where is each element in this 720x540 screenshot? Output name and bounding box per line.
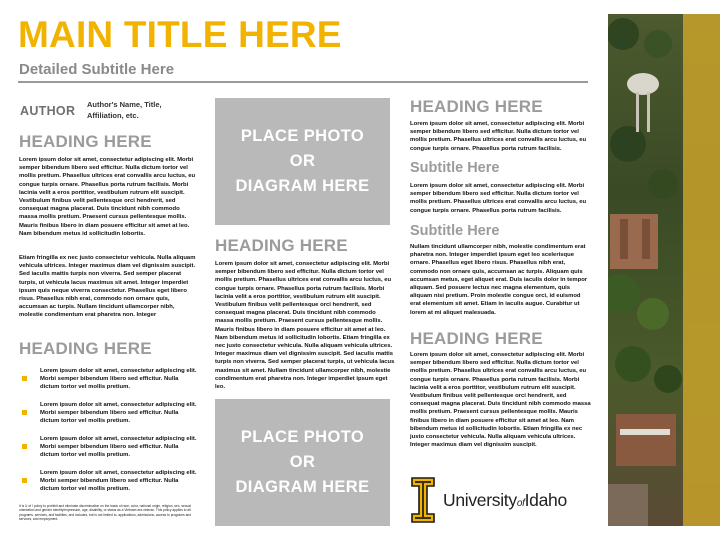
col3-paragraph-2: Lorem ipsum dolor sit amet, consectetur adipiscing elit. Morbi semper bibendum libero sed efficitur. Nulla dictum tortor vel mollis pretium. Phasellus ultrices erat convallis arcu luctus, eu congue turpis ornare. Phasellus porta rutrum facilisis. <box>410 183 587 214</box>
main-title: MAIN TITLE HERE <box>18 14 342 55</box>
bullet-marker <box>22 376 27 381</box>
university-logo <box>411 477 567 523</box>
bullet-item <box>22 435 197 460</box>
campus-photo <box>608 14 720 526</box>
col3-subtitle-2: Subtitle Here <box>410 223 500 239</box>
col3-paragraph-4: Lorem ipsum dolor sit amet, consectetur adipiscing elit. Morbi semper bibendum libero sed efficitur. Nulla dictum tortor vel mollis pretium. Phasellus ultrices erat convallis arcu luctus, eu congue turpis ornare. Phasellus porta rutrum facilisis. Morbi lacinia velit a eros porttitor, vestibulum rutrum elit suscipit. Vestibulum finibus velit pellentesque orci hendrerit, sed consequat magna placerat. Duis tincidunt nibh commodo massa mollis pretium. Praesent cursus pellentesque mollis. Mauris finibus libero in diam posuere efficitur sit amet at leo. Nam bibendum metus id sollicitudin lobortis. Etiam fringilla ex nec justo consectetur vehicula. Nulla aliquam vehicula ultrices. Integer maximus diam vel dignissim suscipit. <box>410 352 591 449</box>
col2-heading: HEADING HERE <box>215 236 348 255</box>
col3-heading-2: HEADING HERE <box>410 329 543 348</box>
bullet-text: Lorem ipsum dolor sit amet, consectetur adipiscing elit. Morbi semper bibendum libero sed efficitur. Nulla dictum tortor vel mollis pretium. <box>40 402 197 425</box>
bullet-item <box>22 469 197 494</box>
campus-aerial-image <box>608 14 720 526</box>
university-wordmark <box>443 490 567 511</box>
bullet-text: Lorem ipsum dolor sit amet, consectetur adipiscing elit. Morbi semper bibendum libero sed efficitur. Nulla dictum tortor vel mollis pretium. <box>40 470 197 493</box>
author-info <box>87 99 197 121</box>
author-label: AUTHOR <box>20 104 76 118</box>
col1-heading-2: HEADING HERE <box>19 339 152 358</box>
photo-placeholder-line: PLACE PHOTO <box>240 127 365 145</box>
author-name-line: Author's Name, Title, <box>87 100 162 109</box>
nondiscrimination-notice: It is U of I policy to prohibit and eliminate discrimination on the basis of race, color, national origin, religion, sex, sexual orientation and gender identity/expression, age, disability, or status as a Vietnam-era veteran. This policy applies to all programs, services, and facilities, and includes, but is not limited to, applications, admissions, access to programs and services, and employment. <box>19 504 192 521</box>
title-divider <box>18 81 588 83</box>
col2-paragraph: Lorem ipsum dolor sit amet, consectetur adipiscing elit. Morbi semper bibendum libero sed efficitur. Nulla dictum tortor vel mollis pretium. Phasellus ultrices erat convallis arcu luctus, eu congue turpis ornare. Phasellus porta rutrum facilisis. Morbi lacinia velit a eros porttitor, vestibulum rutrum elit suscipit. Vestibulum finibus velit pellentesque orci hendrerit, sed consequat magna placerat. Duis tincidunt nibh commodo massa mollis pretium. Praesent cursus pellentesque mollis. Mauris finibus libero in diam posuere efficitur sit amet at leo. Nam bibendum metus id sollicitudin lobortis. Etiam fringilla ex nec justo consectetur vehicula. Nulla aliquam vehicula ultrices. Integer maximus diam vel dignissim suscipit. Sed iaculis mattis turpis non viverra. Sed semper placerat turpis, ut vehicula lacus maximus sit amet. Nullam tincidunt ullamcorper nibh, molestie condimentum erat pharetra non. Integer imperdiet ipsum eget leo. <box>215 261 395 391</box>
bullet-text: Lorem ipsum dolor sit amet, consectetur adipiscing elit. Morbi semper bibendum libero sed efficitur. Nulla dictum tortor vel mollis pretium. <box>40 436 197 459</box>
col3-paragraph-1: Lorem ipsum dolor sit amet, consectetur adipiscing elit. Morbi semper bibendum libero sed efficitur. Nulla dictum tortor vel mollis pretium. Phasellus ultrices erat convallis arcu luctus, eu congue turpis ornare. Phasellus porta rutrum facilisis. <box>410 121 587 152</box>
col1-paragraph-1: Lorem ipsum dolor sit amet, consectetur adipiscing elit. Morbi semper bibendum libero sed efficitur. Nulla dictum tortor vel mollis pretium. Phasellus ultrices erat convallis arcu luctus, eu congue turpis ornare. Phasellus porta rutrum facilisis. Morbi lacinia velit a eros porttitor, vestibulum rutrum elit suscipit. Vestibulum finibus velit pellentesque orci hendrerit, sed consequat magna placerat. Duis tincidunt nibh commodo massa mollis pretium. Praesent cursus pellentesque mollis. Mauris finibus libero in diam posuere efficitur sit amet at leo. Nam bibendum metus id sollicitudin lobortis. <box>19 157 196 237</box>
idaho-i-mark-icon <box>411 477 435 523</box>
bullet-marker <box>22 410 27 415</box>
subtitle: Detailed Subtitle Here <box>19 61 175 78</box>
col1-paragraph-2: Etiam fringilla ex nec justo consectetur vehicula. Nulla aliquam vehicula ultrices. Integer maximus diam vel dignissim suscipit. Sed iaculis mattis turpis non viverra. Sed semper placerat turpis, ut vehicula lacus maximus sit amet. Integer imperdiet ipsum quis neque viverra consectetur. Phasellus eget libero risus. Phasellus nibh erat, commodo non ornare quis, accumsan ac turpis. Nullam tincidunt ullamcorper nibh, molestie condimentum erat pharetra non. Integer <box>19 255 196 319</box>
photo-placeholder-line: OR <box>289 152 316 170</box>
photo-placeholder-line: PLACE PHOTO <box>240 428 365 446</box>
col3-paragraph-3: Nullam tincidunt ullamcorper nibh, molestie condimentum erat pharetra non. Integer imperdiet ipsum eget leo scelerisque ornare. Phasellus eget libero risus. Phasellus nibh erat, commodo non ornare quis, accumsan ac turpis. Aliquam quis accumsan metus, eget aliquet erat. Duis iaculis dolor in tempor aliquam. Sed posuere lectus nec magna elementum, quis aliquam nisi pretium. Proin molestie congue orci, id euismod erat elementum sit amet. Etiam in iaculis augue. Curabitur ut lorem at mi aliquet malesuada. <box>410 244 588 316</box>
col3-heading-1: HEADING HERE <box>410 97 543 116</box>
col3-subtitle-1: Subtitle Here <box>410 160 500 176</box>
photo-placeholder-line: DIAGRAM HERE <box>235 177 370 195</box>
bullet-text: Lorem ipsum dolor sit amet, consectetur adipiscing elit. Morbi semper bibendum libero sed efficitur. Nulla dictum tortor vel mollis pretium. <box>40 368 197 391</box>
wordmark-university: University <box>443 489 517 510</box>
wordmark-of: of <box>516 497 525 509</box>
photo-placeholder-1 <box>215 98 390 225</box>
author-affiliation-line: Affiliation, etc. <box>87 111 139 120</box>
bullet-marker <box>22 444 27 449</box>
wordmark-idaho: Idaho <box>524 489 567 510</box>
bullet-item <box>22 367 197 392</box>
bullet-item <box>22 401 197 426</box>
col1-heading-1: HEADING HERE <box>19 132 152 151</box>
photo-placeholder-line: DIAGRAM HERE <box>235 478 370 496</box>
photo-placeholder-line: OR <box>289 453 316 471</box>
bullet-marker <box>22 478 27 483</box>
photo-placeholder-2 <box>215 399 390 526</box>
